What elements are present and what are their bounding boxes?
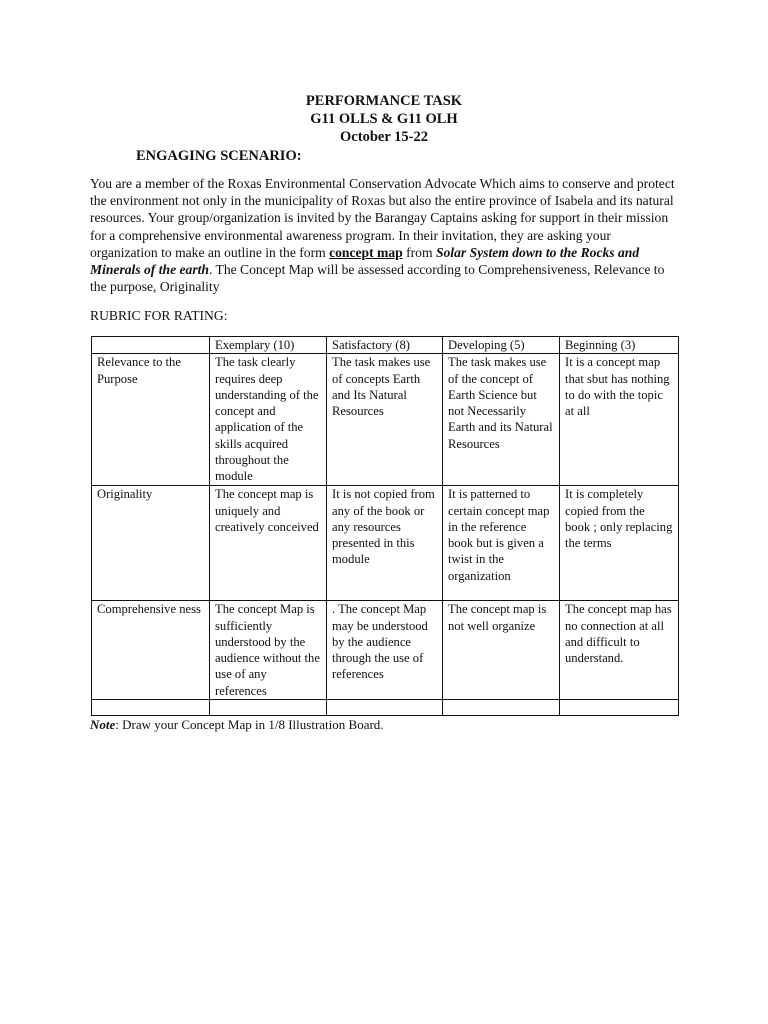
empty-cell (443, 700, 560, 716)
rating-cell: The task makes use of concepts Earth and Its Natural Resources (327, 354, 443, 486)
rating-cell: The task makes use of the concept of Earth Science but not Necessarily Earth and its Natural Resources (443, 354, 560, 486)
rating-cell: . The concept Map may be understood by the audience through the use of references (327, 601, 443, 700)
note-line (90, 717, 384, 733)
criterion-cell: Relevance to the Purpose (92, 354, 210, 486)
rubric-header-row (92, 337, 679, 354)
empty-cell (560, 700, 679, 716)
rubric-heading: RUBRIC FOR RATING: (90, 308, 228, 323)
scenario-text-2: from (402, 244, 436, 260)
column-header-developing: Developing (5) (443, 337, 560, 354)
table-row (92, 354, 679, 486)
table-row (92, 601, 679, 700)
concept-map-emphasis: concept map (329, 244, 403, 260)
scenario-text-1: You are a member of the Roxas Environmental Conservation Advocate Which aims to conserve and protect the environment not only in the municipality of Roxas but also the entire province of Isabela and its natural resources. Your group/organization is invited by the Barangay Captains asking for support in their mission for a comprehensive environmental awareness program. In their invitation, they are asking your organization to make an outline in the form (90, 176, 675, 260)
rating-cell: It is patterned to certain concept map in the reference book but is given a twist in the organization (443, 486, 560, 601)
topic-emphasis: Solar System down to the Rocks and Minerals of the earth (90, 244, 640, 278)
page-title: PERFORMANCE TASK (305, 93, 463, 109)
scenario-paragraph (90, 175, 680, 295)
scenario-text-3: . The Concept Map will be assessed according to Comprehensiveness, Relevance to the purpose, Originality (90, 262, 665, 295)
empty-cell (92, 700, 210, 716)
scenario-heading: ENGAGING SCENARIO: (136, 148, 302, 164)
rating-cell: It is completely copied from the book ; only replacing the terms (560, 486, 679, 601)
rating-cell: It is not copied from any of the book or any resources presented in this module (327, 486, 443, 601)
rating-cell: The concept map is uniquely and creatively conceived (210, 486, 327, 601)
table-row (92, 486, 679, 601)
task-date: October 15-22 (340, 129, 428, 145)
criterion-cell: Originality (92, 486, 210, 601)
class-sections: G11 OLLS & G11 OLH (310, 111, 458, 127)
criterion-cell: Comprehensive ness (92, 601, 210, 700)
rating-cell: The concept Map is sufficiently understood by the audience without the use of any references (210, 601, 327, 700)
column-header-satisfactory: Satisfactory (8) (327, 337, 443, 354)
empty-cell (327, 700, 443, 716)
table-row-empty (92, 700, 679, 716)
rating-cell: The task clearly requires deep understanding of the concept and application of the skills acquired throughout the module (210, 354, 327, 486)
column-header-beginning: Beginning (3) (560, 337, 679, 354)
empty-cell (210, 700, 327, 716)
rating-cell: It is a concept map that sbut has nothing to do with the topic at all (560, 354, 679, 486)
note-label: Note (90, 717, 116, 732)
column-header-exemplary: Exemplary (10) (210, 337, 327, 354)
note-text: : Draw your Concept Map in 1/8 Illustration Board. (115, 717, 384, 732)
rubric-table (91, 336, 679, 716)
rating-cell: The concept map has no connection at all and difficult to understand. (560, 601, 679, 700)
column-header (92, 337, 210, 354)
rating-cell: The concept map is not well organize (443, 601, 560, 700)
